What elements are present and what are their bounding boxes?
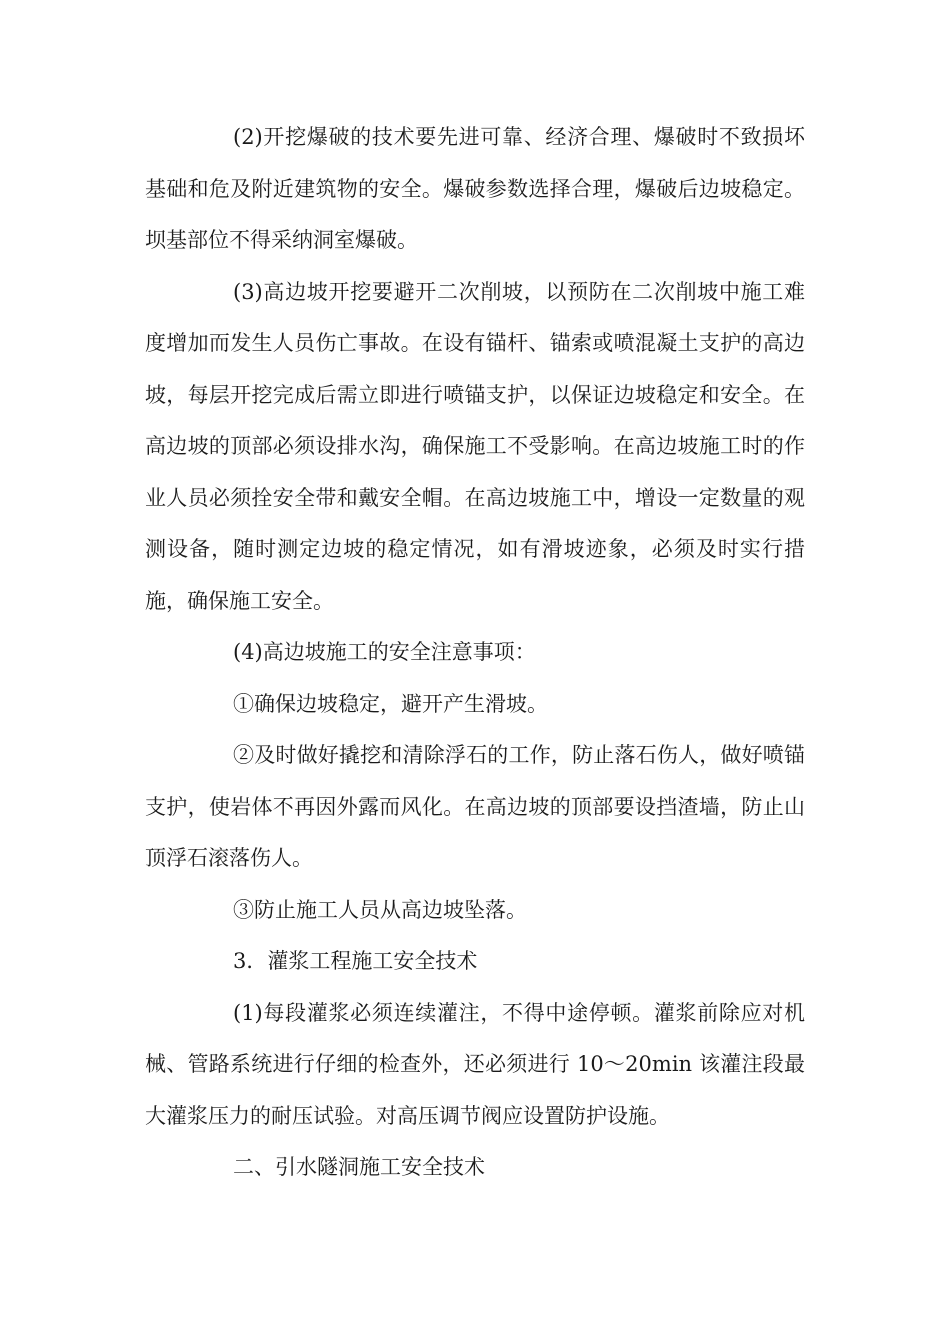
section-heading-grouting: 3．灌浆工程施工安全技术 <box>233 949 478 973</box>
paragraph-blasting: (2)开挖爆破的技术要先进可靠、经济合理、爆破时不致损坏基础和危及附近建筑物的安全。爆破参数选择合理，爆破后边坡稳定。坝基部位不得采纳洞室爆破。 <box>145 125 805 252</box>
paragraph-note-2: ②及时做好撬挖和清除浮石的工作，防止落石伤人，做好喷锚支护，使岩体不再因外露而风化。在高边坡的顶部要设挡渣墙，防止山顶浮石滚落伤人。 <box>145 743 805 870</box>
paragraph-note-3: ③防止施工人员从高边坡坠落。 <box>233 897 527 922</box>
paragraph-high-slope-excavation: (3)高边坡开挖要避开二次削坡，以预防在二次削坡中施工难度增加而发生人员伤亡事故。在设有锚杆、锚索或喷混凝土支护的高边坡，每层开挖完成后需立即进行喷锚支护，以保证边坡稳定和安全。在高边坡的顶部必须设排水沟，确保施工不受影响。在高边坡施工时的作业人员必须拴安全带和戴安全帽。在高边坡施工中，增设一定数量的观测设备，随时测定边坡的稳定情况，如有滑坡迹象，必须及时实行措施，确保施工安全。 <box>145 279 805 613</box>
paragraph-note-1: ①确保边坡稳定，避开产生滑坡。 <box>233 691 548 716</box>
document-body <box>145 112 805 1194</box>
paragraph-grouting: (1)每段灌浆必须连续灌注，不得中途停顿。灌浆前除应对机械、管路系统进行仔细的检查外，还必须进行 10～20min 该灌注段最大灌浆压力的耐压试验。对高压调节阀应设置防护设施。 <box>145 1000 805 1128</box>
section-heading-tunnel: 二、引水隧洞施工安全技术 <box>233 1155 485 1179</box>
paragraph-safety-notes-heading: (4)高边坡施工的安全注意事项： <box>233 640 536 664</box>
